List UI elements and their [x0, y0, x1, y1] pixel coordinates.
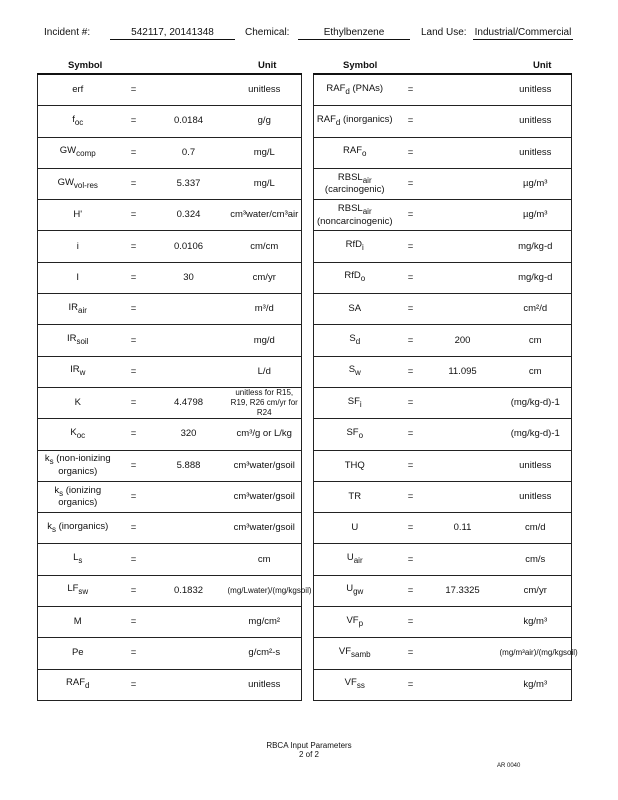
symbol-cell	[38, 325, 118, 356]
unit-cell: µg/m³	[500, 168, 572, 199]
symbol-cell	[314, 544, 396, 575]
symbol-text: RfD	[344, 270, 361, 282]
left-row	[38, 481, 302, 512]
left-row	[38, 669, 302, 700]
unit-cell: unitless for R15, R19, R26 cm/yr for R24	[228, 387, 302, 418]
value-cell: 5.888	[150, 450, 228, 481]
symbol-subscript: gw	[353, 587, 364, 597]
left-row	[38, 607, 302, 638]
value-cell	[150, 294, 228, 325]
symbol-cell	[38, 575, 118, 606]
equals-sign: =	[396, 450, 426, 481]
value-cell: 0.324	[150, 200, 228, 231]
unit-cell: (mg/m³air)/(mg/kgsoil)	[500, 638, 572, 669]
equals-sign: =	[118, 74, 150, 106]
right-row	[314, 419, 572, 450]
symbol-text: erf	[72, 84, 84, 96]
symbol-cell	[38, 168, 118, 199]
symbol-cell	[314, 137, 396, 168]
unit-cell: cm³water/gsoil	[228, 450, 302, 481]
unit-cell: L/d	[228, 356, 302, 387]
equals-sign: =	[396, 575, 426, 606]
right-symbol-header: Symbol	[343, 60, 378, 71]
symbol-cell	[314, 669, 396, 700]
left-row	[38, 638, 302, 669]
symbol-qualifier: (inorganics)	[55, 520, 109, 532]
equals-sign: =	[118, 168, 150, 199]
symbol-text: IR	[68, 301, 79, 313]
value-cell	[426, 387, 500, 418]
incident-label: Incident #:	[44, 27, 91, 38]
equals-sign: =	[118, 325, 150, 356]
symbol-cell	[314, 638, 396, 669]
value-cell	[150, 481, 228, 512]
page-footer	[0, 741, 618, 759]
equals-sign: =	[396, 168, 426, 199]
symbol-subscript: o	[360, 274, 366, 284]
symbol-subscript: s	[49, 457, 54, 467]
value-cell	[150, 607, 228, 638]
left-unit-header: Unit	[258, 60, 277, 71]
left-row	[38, 262, 302, 293]
symbol-text: TR	[348, 491, 362, 502]
unit-cell: unitless	[500, 74, 572, 106]
value-cell	[150, 74, 228, 106]
symbol-cell	[314, 419, 396, 450]
symbol-qualifier: (non-ionizing organics)	[53, 453, 111, 478]
equals-sign: =	[118, 294, 150, 325]
unit-cell: cm	[228, 544, 302, 575]
symbol-text: RAF	[316, 114, 336, 125]
left-row	[38, 168, 302, 199]
symbol-cell	[314, 168, 396, 199]
right-unit-header: Unit	[533, 60, 552, 71]
symbol-text: VF	[338, 646, 352, 658]
unit-cell: g/cm²-s	[228, 638, 302, 669]
equals-sign: =	[118, 231, 150, 262]
equals-sign: =	[396, 669, 426, 700]
symbol-subscript: o	[362, 149, 367, 159]
equals-sign: =	[396, 262, 426, 293]
right-row	[314, 450, 572, 481]
symbol-cell	[38, 419, 118, 450]
symbol-subscript: d	[85, 681, 90, 691]
symbol-qualifier: (PNAs)	[349, 82, 384, 94]
value-cell: 5.337	[150, 168, 228, 199]
unit-cell: cm³water/gsoil	[228, 481, 302, 512]
value-cell	[426, 168, 500, 199]
symbol-text: THQ	[344, 459, 365, 471]
unit-cell: unitless	[500, 106, 572, 137]
symbol-subscript: s	[51, 524, 56, 534]
chemical-label: Chemical:	[245, 27, 290, 38]
unit-cell: kg/m³	[500, 607, 572, 638]
symbol-text: i	[76, 240, 79, 252]
symbol-cell	[38, 513, 118, 544]
unit-cell: cm/yr	[228, 262, 302, 293]
unit-cell: cm	[500, 325, 572, 356]
left-row	[38, 294, 302, 325]
value-cell: 0.0106	[150, 231, 228, 262]
value-cell	[150, 544, 228, 575]
value-cell: 320	[150, 419, 228, 450]
symbol-cell	[38, 544, 118, 575]
symbol-qualifier: (noncarcinogenic)	[316, 215, 393, 227]
symbol-text: M	[73, 616, 82, 628]
unit-cell: m³/d	[228, 294, 302, 325]
symbol-subscript: air	[362, 206, 372, 216]
value-cell: 30	[150, 262, 228, 293]
symbol-subscript: p	[358, 618, 364, 628]
symbol-cell	[314, 450, 396, 481]
symbol-cell	[314, 481, 396, 512]
symbol-cell	[314, 325, 396, 356]
equals-sign: =	[118, 450, 150, 481]
value-cell	[426, 450, 500, 481]
symbol-cell	[314, 106, 396, 137]
symbol-text: I	[76, 271, 80, 283]
unit-cell: g/g	[228, 106, 302, 137]
unit-cell: unitless	[228, 669, 302, 700]
left-parameter-table	[37, 73, 312, 701]
unit-cell: cm³water/cm³air	[228, 200, 302, 231]
symbol-cell	[314, 387, 396, 418]
right-row	[314, 387, 572, 418]
equals-sign: =	[396, 294, 426, 325]
value-cell: 200	[426, 325, 500, 356]
symbol-cell	[38, 137, 118, 168]
symbol-text: k	[44, 453, 50, 465]
symbol-cell	[314, 294, 396, 325]
symbol-text: SF	[346, 426, 359, 438]
unit-cell: µg/m³	[500, 200, 572, 231]
left-row	[38, 106, 302, 137]
symbol-cell	[38, 106, 118, 137]
symbol-qualifier: (ionizing organics)	[58, 484, 102, 509]
left-row	[38, 575, 302, 606]
equals-sign: =	[118, 575, 150, 606]
value-cell	[426, 137, 500, 168]
symbol-text: RfD	[345, 239, 363, 251]
right-row	[314, 168, 572, 199]
right-row	[314, 262, 572, 293]
unit-cell: cm³/g or L/kg	[228, 419, 302, 450]
symbol-cell	[38, 450, 118, 481]
symbol-text: GW	[57, 176, 74, 188]
equals-sign: =	[396, 544, 426, 575]
right-row	[314, 669, 572, 700]
unit-cell: unitless	[500, 450, 572, 481]
unit-cell: cm/cm	[228, 231, 302, 262]
symbol-text: f	[72, 114, 75, 125]
symbol-cell	[38, 356, 118, 387]
left-row	[38, 137, 302, 168]
symbol-text: K	[74, 397, 81, 409]
ar-stamp: AR 0040	[497, 763, 521, 769]
symbol-cell	[314, 74, 396, 106]
symbol-text: SA	[348, 303, 362, 315]
symbol-text: H'	[73, 209, 83, 221]
left-row	[38, 513, 302, 544]
unit-cell: (mg/kg-d)-1	[500, 419, 572, 450]
unit-cell: cm	[500, 356, 572, 387]
value-cell	[426, 231, 500, 262]
symbol-text: K	[70, 426, 77, 438]
equals-sign: =	[396, 106, 426, 137]
symbol-cell	[38, 607, 118, 638]
value-cell	[426, 544, 500, 575]
symbol-cell	[38, 638, 118, 669]
symbol-text: L	[73, 552, 79, 564]
equals-sign: =	[118, 638, 150, 669]
value-cell: 0.0184	[150, 106, 228, 137]
equals-sign: =	[118, 387, 150, 418]
equals-sign: =	[396, 481, 426, 512]
unit-cell: mg/cm²	[228, 607, 302, 638]
symbol-subscript: d	[355, 336, 361, 346]
equals-sign: =	[396, 74, 426, 106]
symbol-text: SF	[347, 395, 360, 407]
value-cell	[426, 200, 500, 231]
symbol-text: RAF	[326, 82, 346, 94]
right-row	[314, 481, 572, 512]
left-row	[38, 544, 302, 575]
equals-sign: =	[118, 106, 150, 137]
left-symbol-header: Symbol	[68, 60, 103, 71]
value-cell: 0.1832	[150, 575, 228, 606]
equals-sign: =	[396, 638, 426, 669]
equals-sign: =	[118, 481, 150, 512]
symbol-subscript: air	[353, 556, 363, 566]
left-row	[38, 356, 302, 387]
value-cell	[150, 669, 228, 700]
value-cell	[426, 294, 500, 325]
symbol-subscript: soil	[76, 336, 89, 346]
symbol-subscript: samb	[351, 649, 371, 659]
equals-sign: =	[396, 137, 426, 168]
equals-sign: =	[396, 325, 426, 356]
equals-sign: =	[396, 387, 426, 418]
symbol-subscript: i	[359, 399, 362, 409]
unit-cell: cm³water/gsoil	[228, 513, 302, 544]
equals-sign: =	[396, 200, 426, 231]
value-cell	[426, 262, 500, 293]
symbol-text: RAF	[343, 145, 363, 157]
right-row	[314, 106, 572, 137]
symbol-subscript: oc	[74, 117, 84, 127]
symbol-cell	[38, 200, 118, 231]
value-cell: 11.095	[426, 356, 500, 387]
value-cell: 0.11	[426, 513, 500, 544]
value-cell	[150, 325, 228, 356]
value-cell	[426, 74, 500, 106]
left-row	[38, 450, 302, 481]
symbol-text: IR	[66, 333, 77, 345]
symbol-cell	[38, 262, 118, 293]
symbol-cell	[314, 575, 396, 606]
value-cell: 0.7	[150, 137, 228, 168]
symbol-text: k	[47, 520, 52, 532]
symbol-cell	[314, 356, 396, 387]
landuse-label: Land Use:	[421, 27, 467, 38]
value-cell	[426, 638, 500, 669]
symbol-cell	[314, 200, 396, 231]
left-row	[38, 231, 302, 262]
symbol-text: RBSL	[337, 171, 363, 183]
unit-cell: unitless	[228, 74, 302, 106]
unit-cell: (mg/kg-d)-1	[500, 387, 572, 418]
right-row	[314, 200, 572, 231]
equals-sign: =	[118, 200, 150, 231]
symbol-cell	[314, 513, 396, 544]
left-row	[38, 325, 302, 356]
footer-title: RBCA Input Parameters	[266, 741, 352, 750]
symbol-text: VF	[344, 677, 357, 689]
equals-sign: =	[396, 356, 426, 387]
right-row	[314, 607, 572, 638]
right-row	[314, 74, 572, 106]
equals-sign: =	[118, 137, 150, 168]
symbol-text: RBSL	[337, 202, 363, 214]
incident-value: 542117, 20141348	[110, 26, 235, 40]
right-row	[314, 356, 572, 387]
right-row	[314, 544, 572, 575]
symbol-subscript: o	[358, 430, 364, 440]
symbol-text: GW	[59, 145, 77, 157]
equals-sign: =	[118, 607, 150, 638]
right-parameter-table	[313, 73, 578, 701]
symbol-subscript: d	[345, 86, 350, 96]
unit-cell: cm/d	[500, 513, 572, 544]
equals-sign: =	[118, 419, 150, 450]
equals-sign: =	[396, 513, 426, 544]
equals-sign: =	[396, 231, 426, 262]
symbol-cell	[38, 387, 118, 418]
symbol-qualifier: (carcinogenic)	[324, 184, 385, 196]
right-row	[314, 294, 572, 325]
left-row	[38, 419, 302, 450]
symbol-subscript: w	[355, 368, 361, 378]
value-cell	[426, 419, 500, 450]
unit-cell: unitless	[500, 481, 572, 512]
value-cell	[426, 481, 500, 512]
symbol-cell	[38, 669, 118, 700]
symbol-subscript: s	[78, 556, 83, 566]
unit-cell: mg/kg-d	[500, 231, 572, 262]
symbol-text: U	[351, 522, 359, 534]
symbol-cell	[38, 481, 118, 512]
symbol-subscript: i	[362, 243, 364, 253]
value-cell	[150, 356, 228, 387]
left-row	[38, 200, 302, 231]
unit-cell: kg/m³	[500, 669, 572, 700]
symbol-text: VF	[346, 614, 359, 626]
landuse-value: Industrial/Commercial	[474, 27, 572, 38]
value-cell	[150, 513, 228, 544]
page-number: 2 of 2	[298, 750, 319, 759]
right-row	[314, 638, 572, 669]
symbol-cell	[38, 231, 118, 262]
value-cell: 4.4798	[150, 387, 228, 418]
left-row	[38, 74, 302, 106]
symbol-text: U	[346, 552, 354, 564]
left-row	[38, 387, 302, 418]
unit-cell: cm/yr	[500, 575, 572, 606]
symbol-text: S	[349, 333, 356, 345]
chemical-value: Ethylbenzene	[298, 26, 410, 40]
symbol-subscript: air	[362, 175, 372, 185]
equals-sign: =	[118, 356, 150, 387]
value-cell	[150, 638, 228, 669]
right-row	[314, 575, 572, 606]
symbol-cell	[314, 262, 396, 293]
symbol-subscript: s	[59, 488, 64, 498]
right-row	[314, 137, 572, 168]
unit-cell: (mg/Lwater)/(mg/kgsoil)	[228, 575, 302, 606]
equals-sign: =	[396, 419, 426, 450]
symbol-subscript: comp	[76, 149, 96, 159]
value-cell	[426, 607, 500, 638]
equals-sign: =	[396, 607, 426, 638]
symbol-subscript: oc	[76, 430, 86, 440]
value-cell	[426, 669, 500, 700]
equals-sign: =	[118, 669, 150, 700]
document-header	[0, 26, 618, 42]
unit-cell: mg/L	[228, 137, 302, 168]
unit-cell: unitless	[500, 137, 572, 168]
symbol-subscript: sw	[78, 587, 89, 597]
right-row	[314, 325, 572, 356]
symbol-text: S	[348, 364, 356, 376]
symbol-text: Pe	[71, 647, 84, 659]
unit-cell: mg/d	[228, 325, 302, 356]
equals-sign: =	[118, 262, 150, 293]
symbol-subscript: ss	[356, 681, 365, 691]
symbol-cell	[314, 231, 396, 262]
symbol-text: IR	[70, 364, 80, 376]
symbol-subscript: air	[78, 305, 87, 315]
symbol-cell	[38, 74, 118, 106]
symbol-text: RAF	[66, 677, 86, 689]
right-row	[314, 513, 572, 544]
unit-cell: mg/kg-d	[500, 262, 572, 293]
value-cell: 17.3325	[426, 575, 500, 606]
equals-sign: =	[118, 544, 150, 575]
symbol-text: U	[346, 583, 354, 595]
symbol-subscript: d	[335, 117, 341, 127]
unit-cell: mg/L	[228, 168, 302, 199]
symbol-cell	[314, 607, 396, 638]
equals-sign: =	[118, 513, 150, 544]
value-cell	[426, 106, 500, 137]
symbol-text: k	[54, 484, 60, 496]
right-row	[314, 231, 572, 262]
unit-cell: cm/s	[500, 544, 572, 575]
symbol-subscript: vol-res	[73, 180, 98, 190]
symbol-qualifier: (inorganics)	[340, 114, 393, 125]
unit-cell: cm²/d	[500, 294, 572, 325]
symbol-cell	[38, 294, 118, 325]
symbol-text: LF	[67, 583, 79, 595]
symbol-subscript: w	[79, 368, 86, 378]
